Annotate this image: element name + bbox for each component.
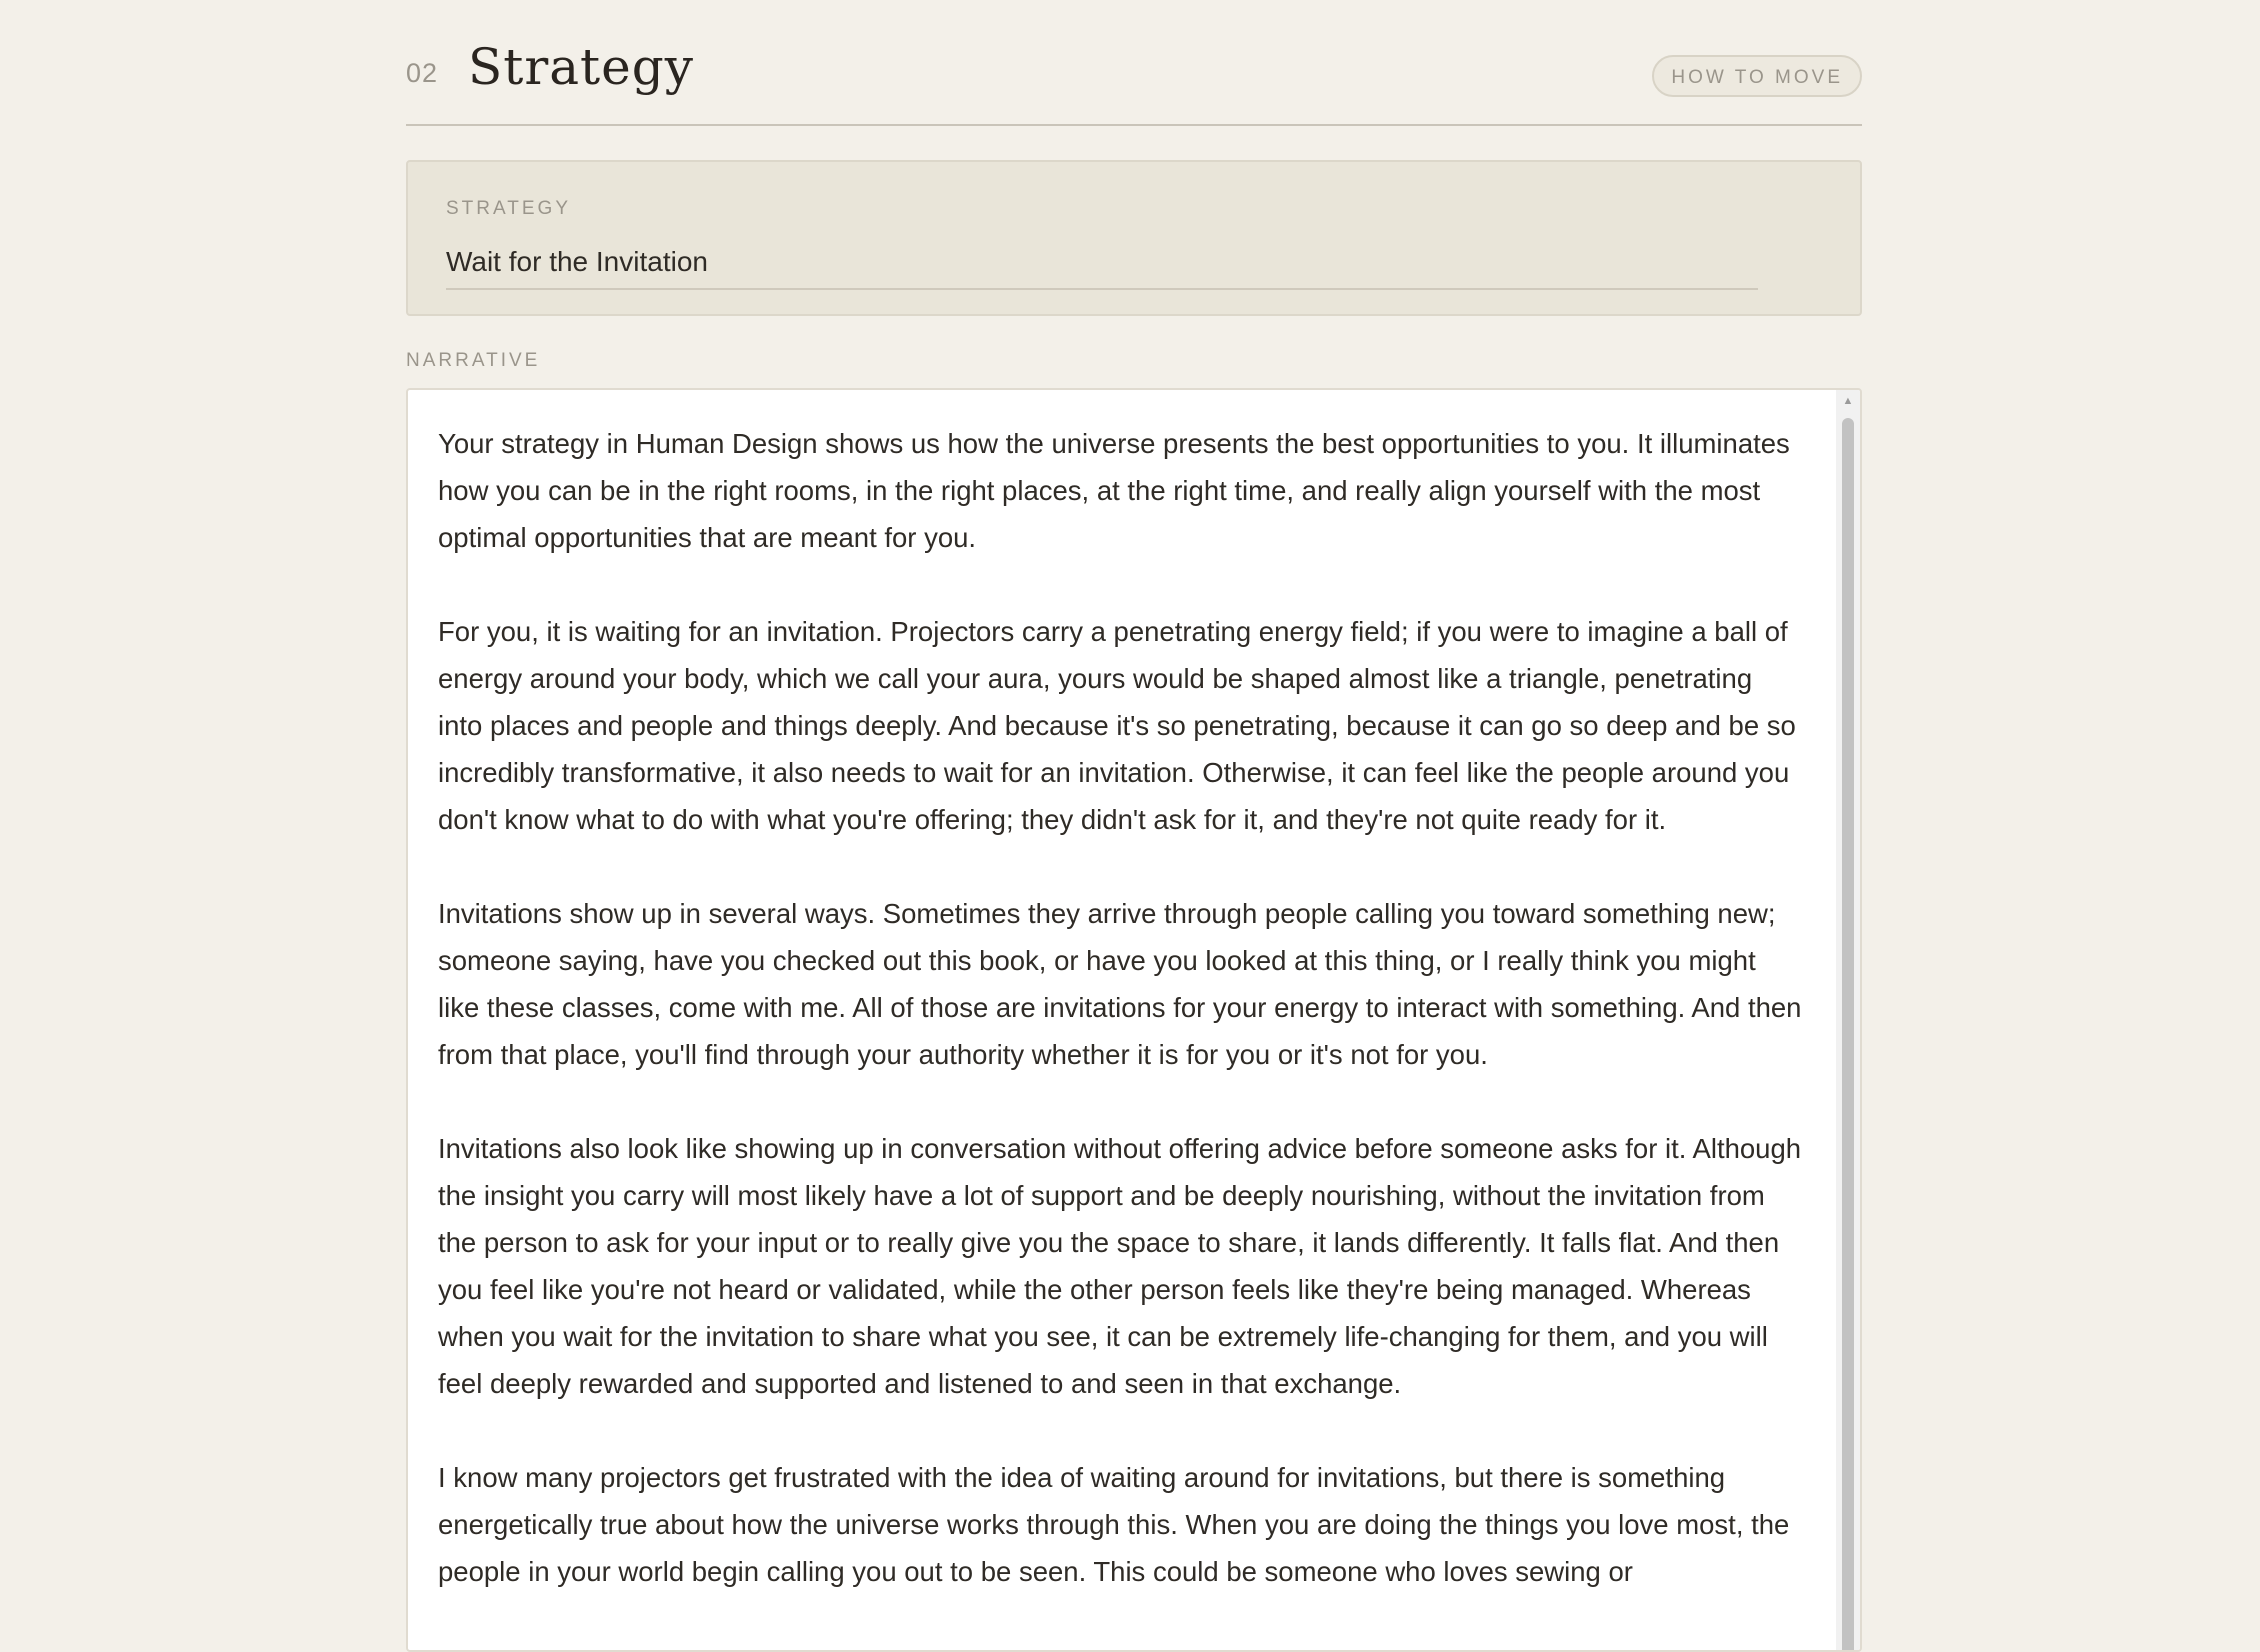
how-to-move-button[interactable]: HOW TO MOVE: [1652, 55, 1862, 97]
narrative-textarea[interactable]: [406, 388, 1862, 1652]
narrative-paragraph: For you, it is waiting for an invitation. Projectors carry a penetrating energy field; if you were to imagine a ball of energy around your body, which we call your aura, yours would be shaped almost like a triangle, penetrating into places and people and things deeply. And because it's so penetrating, because it can go so deep and be so incredibly transformative, it also needs to wait for an invitation. Otherwise, it can feel like the people around you don't know what to do with what you're offering; they didn't ask for it, and they're not quite ready for it.: [438, 616, 1796, 835]
narrative-paragraph: Invitations show up in several ways. Sometimes they arrive through people calling you toward something new; someone saying, have you checked out this book, or have you looked at this thing, or I really think you might like these classes, come with me. All of those are invitations for your energy to interact with something. And then from that place, you'll find through your authority whether it is for you or it's not for you.: [438, 898, 1802, 1070]
narrative-content: [438, 420, 1804, 1642]
narrative-paragraph: I know many projectors get frustrated with the idea of waiting around for invitations, but there is something energetically true about how the universe works through this. When you are doing the things you love most, the people in your world begin calling you out to be seen. This could be someone who loves sewing or: [438, 1462, 1790, 1587]
strategy-input[interactable]: [446, 236, 1758, 290]
section-header: [406, 0, 1862, 126]
narrative-paragraph: Invitations also look like showing up in conversation without offering advice before someone asks for it. Although the insight you carry will most likely have a lot of support and be deeply nourishing, without the invitation from the person to ask for your input or to really give you the space to share, it lands differently. It falls flat. And then you feel like you're not heard or validated, while the other person feels like they're being managed. Whereas when you wait for the invitation to share what you see, it can be extremely life-changing for them, and you will feel deeply rewarded and supported and listened to and seen in that exchange.: [438, 1133, 1802, 1399]
scroll-up-arrow-icon[interactable]: ▲: [1842, 395, 1854, 407]
scroll-thumb[interactable]: [1842, 418, 1854, 1652]
strategy-label: STRATEGY: [446, 198, 571, 219]
narrative-scrollbar[interactable]: [1836, 390, 1860, 1650]
section-number: 02: [406, 58, 439, 88]
page-title: Strategy: [468, 38, 694, 96]
narrative-label: NARRATIVE: [406, 350, 541, 371]
strategy-page: [406, 0, 1862, 1587]
strategy-card: [406, 160, 1862, 316]
narrative-paragraph: Your strategy in Human Design shows us how the universe presents the best opportunities to you. It illuminates how you can be in the right rooms, in the right places, at the right time, and really align yourself with the most optimal opportunities that are meant for you.: [438, 428, 1790, 553]
